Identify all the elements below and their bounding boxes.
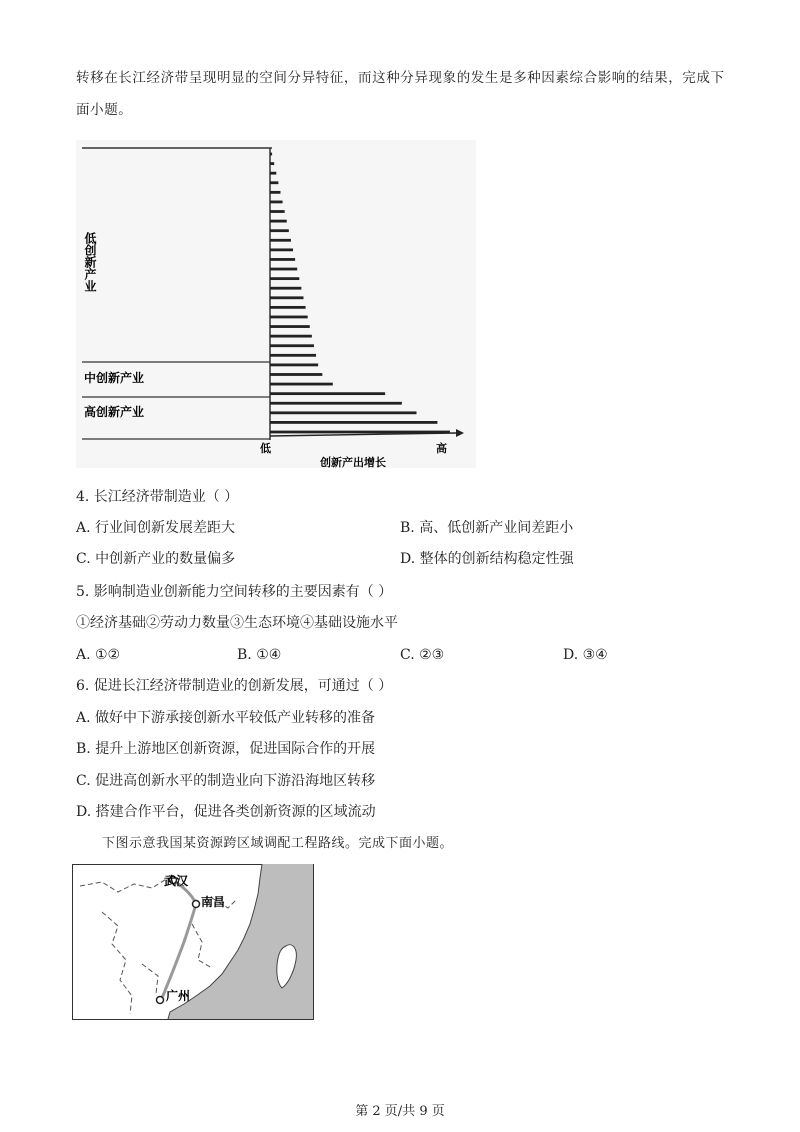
industry-bar (270, 421, 437, 424)
q5-option-b: B. ①④ (237, 647, 282, 663)
industry-bar (270, 392, 385, 395)
city-marker-guangzhou (157, 997, 164, 1004)
q6-option-d: D. 搭建合作平台，促进各类创新资源的区域流动 (76, 804, 376, 820)
q5-option-d: D. ③④ (563, 647, 608, 663)
industry-bar (270, 248, 293, 251)
question-5-stem: 5. 影响制造业创新能力空间转移的主要因素有（ ） (76, 584, 393, 600)
industry-bar (270, 383, 333, 386)
industry-bar (270, 344, 314, 347)
industry-bar (270, 239, 291, 242)
industry-bar (270, 277, 299, 280)
intro-line-2: 面小题。 (76, 102, 133, 118)
industry-bar (270, 181, 278, 184)
group-mid-label: 中创新产业 (84, 371, 145, 385)
city-label-nanchang: 南昌 (201, 895, 226, 909)
industry-bar (270, 402, 402, 405)
industry-bar (270, 162, 274, 165)
industry-bar (270, 316, 308, 319)
x-axis-title: 创新产出增长 (320, 456, 386, 468)
x-axis-arrowhead (456, 429, 464, 437)
city-label-guangzhou: 广州 (166, 989, 191, 1003)
industry-bar (270, 220, 287, 223)
industry-bar (270, 287, 301, 290)
industry-bar (270, 172, 276, 175)
x-axis-arrow (270, 433, 456, 436)
city-label-wuhan: 武汉 (164, 874, 189, 888)
industry-bar (270, 325, 310, 328)
industry-bar (270, 354, 316, 357)
industry-bar (270, 306, 306, 309)
industry-bar (270, 258, 295, 261)
industry-bar (270, 411, 417, 414)
question-4-stem: 4. 长江经济带制造业（ ） (76, 489, 239, 505)
q5-option-c: C. ②③ (400, 647, 445, 663)
industry-bar (270, 229, 289, 232)
q6-option-a: A. 做好中下游承接创新水平较低产业转移的准备 (76, 710, 376, 726)
q4-option-d: D. 整体的创新结构稳定性强 (400, 551, 574, 567)
q4-option-c: C. 中创新产业的数量偏多 (76, 551, 236, 567)
map-intro: 下图示意我国某资源跨区域调配工程路线。完成下面小题。 (102, 836, 454, 851)
industry-bar (270, 335, 312, 338)
industry-bar (270, 191, 280, 194)
industry-bar (270, 268, 297, 271)
industry-bar (270, 296, 303, 299)
q6-option-b: B. 提升上游地区创新资源，促进国际合作的开展 (76, 741, 376, 757)
group-high-label: 高创新产业 (84, 405, 145, 419)
industry-bar (270, 373, 322, 376)
innovation-chart-svg (76, 140, 476, 468)
industry-bar (270, 201, 283, 204)
intro-line-1: 转移在长江经济带呈现明显的空间分异特征，而这种分异现象的发生是多种因素综合影响的结果，完成下 (76, 70, 725, 86)
question-6-stem: 6. 促进长江经济带制造业的创新发展，可通过（ ） (76, 678, 393, 694)
innovation-chart (76, 140, 476, 468)
q4-option-b: B. 高、低创新产业间差距小 (400, 520, 574, 536)
city-marker-nanchang (193, 901, 200, 908)
question-5-factors: ①经济基础②劳动力数量③生态环境④基础设施水平 (76, 615, 398, 631)
x-axis-high-label: 高 (436, 442, 447, 455)
group-low-label: 低创新产业 (83, 232, 97, 292)
page-footer: 第 2 页/共 9 页 (355, 1104, 445, 1119)
industry-bar (270, 363, 318, 366)
x-axis-low-label: 低 (260, 442, 271, 455)
q4-option-a: A. 行业间创新发展差距大 (76, 520, 236, 536)
route-map-svg (72, 864, 314, 1020)
industry-bar (270, 210, 285, 213)
q6-option-c: C. 促进高创新水平的制造业向下游沿海地区转移 (76, 773, 376, 789)
chart-bars (270, 153, 450, 434)
industry-bar (270, 153, 272, 156)
q5-option-a: A. ①② (76, 647, 121, 663)
route-map (72, 864, 314, 1020)
